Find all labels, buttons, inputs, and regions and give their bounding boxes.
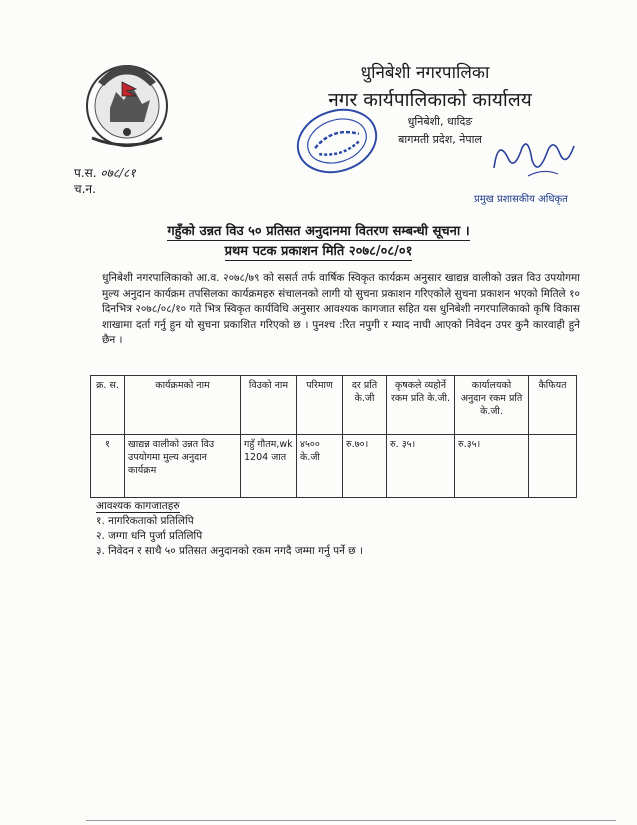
office-name: नगर कार्यपालिकाको कार्यालय [328,89,532,111]
cell-rate: रु.७०। [343,435,387,498]
signer-title: प्रमुख प्रशासकीय अधिकृत [474,194,568,205]
table-header-row [91,376,577,435]
col-header-sn: क्र. स. [91,376,125,435]
col-header-office-grant: कार्यालयको अनुदान रकम प्रति के.जी. [455,376,529,435]
cell-remarks [529,435,577,498]
col-header-farmer-share: कृषकले व्यहोर्ने रकम प्रति के.जी. [387,376,455,435]
col-header-remarks: कैफियत [529,376,577,435]
reference-cn: च.न. [74,182,96,196]
document-item: ३. निवेदन र साथै ५० प्रतिसत अनुदानको रकम नगदै जम्मा गर्नु पर्ने छ । [96,545,363,557]
office-stamp-icon [292,96,382,186]
nepal-emblem-icon [80,52,174,150]
document-item: २. जग्गा धनि पुर्जा प्रतिलिपि [96,530,203,542]
program-table [90,375,577,498]
page-edge-line [86,820,616,821]
reference-ps: प.स. ०७८/८१ [74,166,136,180]
notice-title: गहुँको उन्नत विउ ५० प्रतिसत अनुदानमा वितरण सम्बन्धी सूचना । [167,224,470,239]
office-address: धुनिबेशी, धादिङ [407,115,473,128]
cell-farmer-share: रु. ३५। [387,435,455,498]
required-documents [96,499,363,559]
signature-icon [488,128,578,188]
documents-heading: आवश्यक कागजातहरु [96,500,180,512]
table-row [91,435,577,498]
col-header-seed: विउको नाम [241,376,297,435]
col-header-program: कार्यक्रमको नाम [125,376,241,435]
notice-body: धुनिबेशी नगरपालिकाको आ.व. २०७८/७९ को ससर्त तर्फ वार्षिक स्विकृत कार्यक्रम अनुसार खाद्यन्न वालीको उन्नत विउ उपयोगमा मुल्य अनुदान कार्यक्रम तपसिलका कार्यक्रमहरु संचालनको लागी यो सुचना प्रकाशन गरिएकोले सुचना प्रकाशन भएको मितिले १० दिनभित्र २०७८/०८/१० गते भित्र स्विकृत कार्यविधि अनुसार आवश्यक कागजात सहित यस धुनिबेशी नगरपालिकाको कृषि विकास शाखामा दर्ता गर्नु हुन यो सुचना प्रकाशित गरिएको छ । पुनश्च :रित नपुगी र म्याद नाघी आएको निवेदन उपर कुनै कारवाही हुने छैन । [102,272,580,346]
publish-date-line: प्रथम पटक प्रकाशन मिति २०७८/०८/०१ [224,244,413,259]
cell-quantity: ४५०० के.जी [297,435,343,498]
document-item: १. नागरिकताको प्रतिलिपि [96,515,194,527]
cell-office-grant: रु.३५। [455,435,529,498]
cell-sn: १ [91,435,125,498]
col-header-quantity: परिमाण [297,376,343,435]
cell-program: खाद्यन्न वालीको उन्नत विउ उपयोगमा मुल्य अनुदान कार्यक्रम [125,435,241,498]
municipality-name: धुनिबेशी नगरपालिका [360,63,490,83]
cell-seed: गहुँ गौतम,wk 1204 जात [241,435,297,498]
col-header-rate: दर प्रति के.जी [343,376,387,435]
office-province: बागमती प्रदेश, नेपाल [398,133,482,146]
